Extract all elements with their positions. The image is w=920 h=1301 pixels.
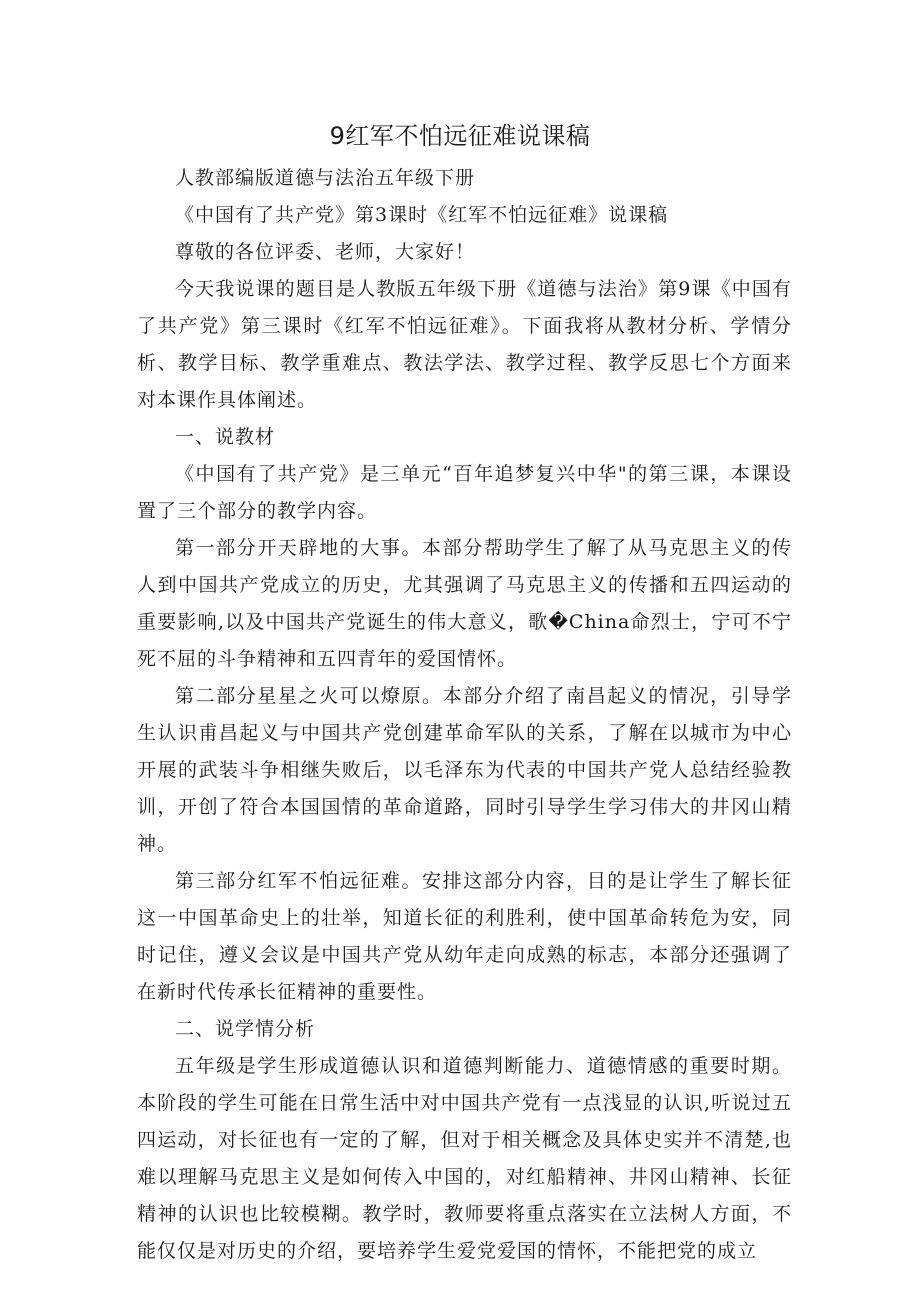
intro-paragraph: 今天我说课的题目是人教版五年级下册《道德与法治》第9课《中国有了共产党》第三课时《红军不怕远征难》。下面我将从教材分析、学情分析、教学目标、教学重难点、教法学法、教学过程、教学反思七个方面来对本课作具体阐述。 [137, 278, 792, 411]
subtitle-textbook: 人教部编版道德与法治五年级下册 [175, 167, 476, 189]
paragraph: 第三部分红军不怕远征难。安排这部分内容，目的是让学生了解长征这一中国革命史上的壮举，知道长征的利胜利，使中国革命转危为安，同时记住，遵义会议是中国共产党从幼年走向成熟的标志，本部分还强调了在新时代传承长征精神的重要性。 [137, 870, 792, 1003]
paragraph: 第二部分星星之火可以燎原。本部分介绍了南昌起义的情况，引导学生认识甫昌起义与中国共产党创建革命军队的关系，了解在以城市为中心开展的武装斗争相继失败后，以毛泽东为代表的中国共产党人总结经验教训，开创了符合本国国情的革命道路，同时引导学生学习伟大的井冈山精神。 [137, 685, 792, 855]
document-body [137, 160, 792, 1270]
paragraph: 第一部分开天辟地的大事。本部分帮助学生了解了从马克思主义的传人到中国共产党成立的历史，尤其强调了马克思主义的传播和五四运动的重要影响,以及中国共产党诞生的伟大意义，歌�China命烈士，宁可不宁死不屈的斗争精神和五四青年的爱国情怀。 [137, 537, 792, 670]
paragraph: 《中国有了共产党》是三单元“百年追梦复兴中华"的第三课，本课设置了三个部分的教学内容。 [137, 463, 792, 522]
paragraph: 五年级是学生形成道德认识和道德判断能力、道德情感的重要时期。本阶段的学生可能在日常生活中对中国共产党有一点浅显的认识,听说过五四运动，对长征也有一定的了解，但对于相关概念及具体史实并不清楚,也难以理解马克思主义是如何传入中国的，对红船精神、井冈山精神、长征精神的认识也比较模糊。教学时，教师要将重点落实在立法树人方面，不能仅仅是对历史的介绍，要培养学生爱党爱国的情怀，不能把党的成立 [137, 1055, 792, 1262]
greeting: 尊敬的各位评委、老师，大家好！ [175, 241, 476, 263]
subtitle-lesson: 《中国有了共产党》第3课时《红军不怕远征难》说课稿 [175, 204, 669, 226]
section-heading-student-analysis: 二、说学情分析 [175, 1018, 316, 1040]
document-title: 9红军不怕远征难说课稿 [329, 122, 591, 150]
section-heading-textbook: 一、说教材 [175, 426, 276, 448]
